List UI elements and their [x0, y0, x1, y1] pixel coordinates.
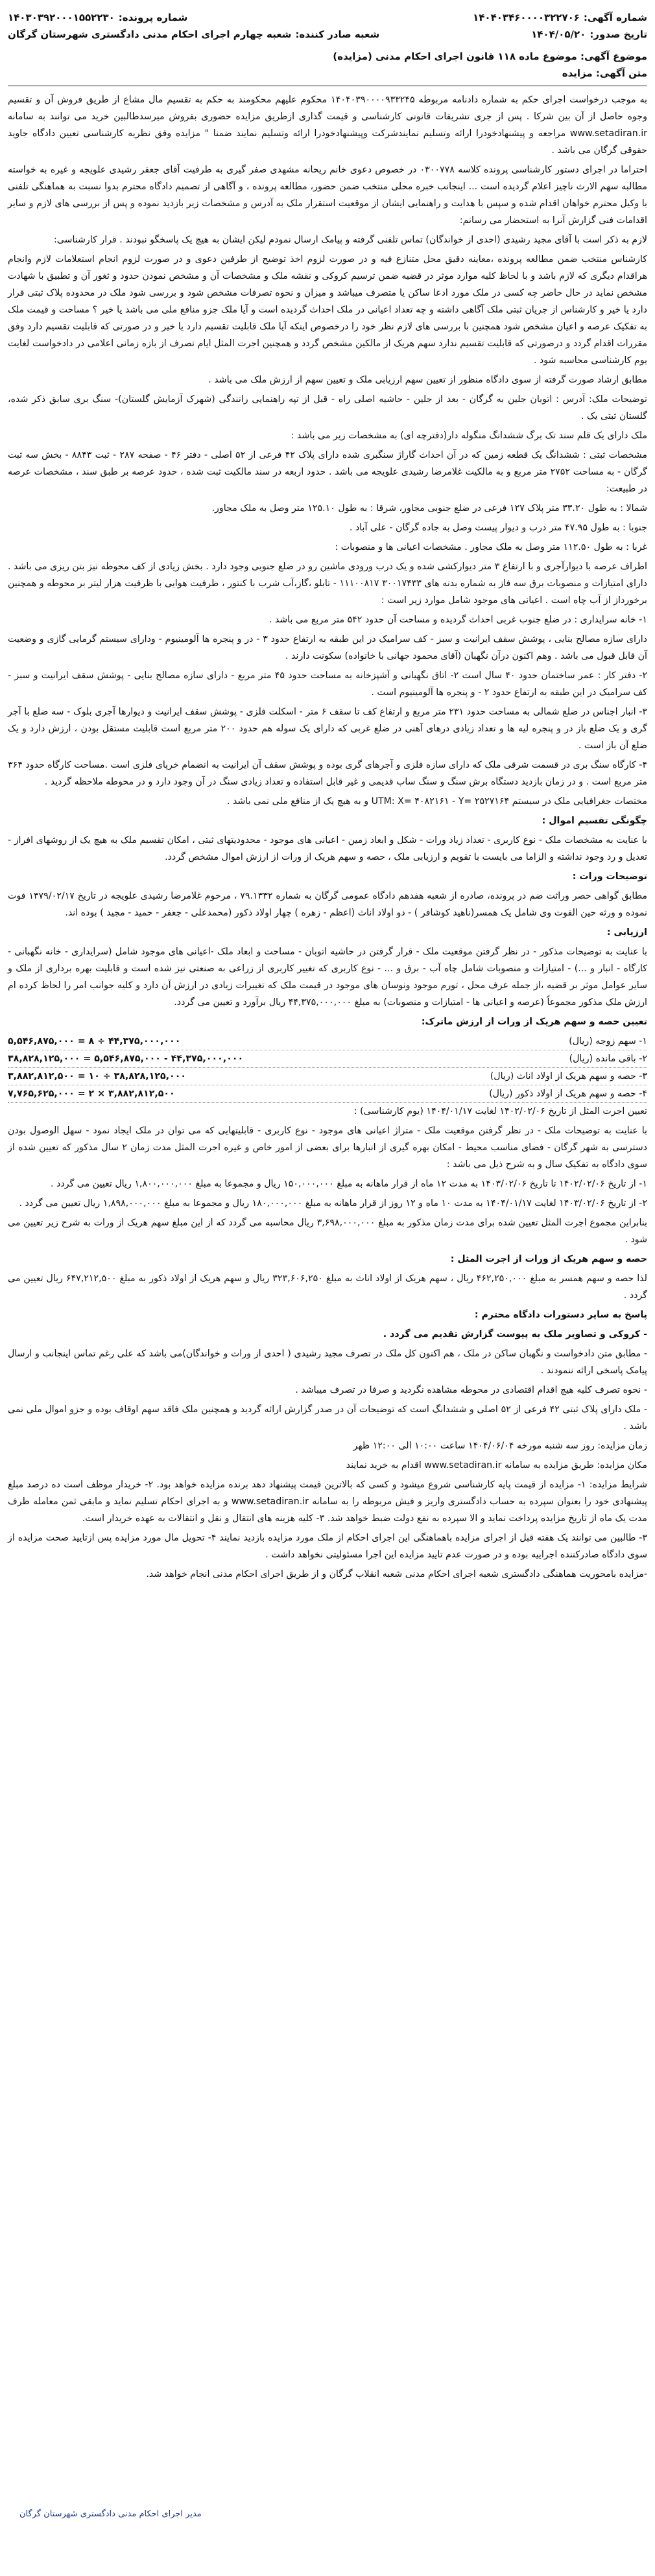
paragraph: پاسخ به سایر دستورات دادگاه محترم : [474, 1310, 647, 1320]
paragraph: ۲- دفتر کار : عمر ساختمان حدود ۴۰ سال است ۲- اتاق نگهبانی و آشپزخانه به مساحت حدود ۴۵ متر مربع - دارای سازه مصالح بنایی - پوشش سقف ایرانیت و سبز - کف سرامیک در این طبقه به ارتفاع حدود ۲ - و پنجره ها آلومینیوم است . [8, 670, 648, 698]
text-label-line [8, 65, 647, 82]
paragraph: چگونگی تقسیم اموال : [542, 816, 647, 826]
share-label: ۱- سهم زوجه (ریال) [569, 1036, 647, 1046]
ad-number: ۱۴۰۴۰۳۴۶۰۰۰۰۳۲۲۷۰۶ [473, 12, 580, 23]
share-row [8, 1050, 647, 1068]
paragraph: با عنایت به توضیحات ملک - در نظر گرفتن موقعیت ملک - متراژ اعیانی های موجود - نوع کاربری - قابلیتهایی که می توان در ملک ایجاد نمود - سهل الوصول بودن دسترسی به شهر گرگان - فضای مناسب محیط - امکان بهره گیری از انبارها برای بعضی از امور خاص و غیره اجرت المثل مدت زمان ۲ سال مذکور که تعیین شده از سوی دادگاه به تفکیک سال و به شرح ذیل می باشد : [8, 1126, 647, 1170]
paragraph: زمان مزایده: روز سه شنبه مورخه ۱۴۰۴/۰۶/۰۴ ساعت ۱۰:۰۰ الی ۱۲:۰۰ ظهر [353, 1441, 647, 1451]
paragraph: - مطابق متن دادخواست و نگهبان ساکن در ملک ، هم اکنون کل ملک در تصرف مجید رشیدی ( احدی از ورات و خواندگان)می باشد که علی رغم تماس اینجانب و ارسال پیامک پاسخی ارائه ننمودند . [8, 1349, 647, 1376]
paragraph: مطابق گواهی حصر وراثت ضم در پرونده، صادره از شعبه هفدهم دادگاه عمومی گرگان به شماره ۷۹.۱۳۳۲ ، مرحوم غلامرضا رشیدی علویجه در تاریخ ۱۳۷۹/۰۲/۱۷ فوت نموده و ورثه حین الفوت وی شامل یک همسر(ناهید کوشافر ) - دو اولاد اناث (اعظم - زهره ) چهار اولاد ذکور (محمدعلی - جعفر - حمید - مجید ) بوده اند. [8, 891, 647, 918]
paragraph: ۳- طالبین می توانند یک هفته قبل از اجرای مزایده باهماهنگی این اجرای احکام از ملک مورد مزایده بازدید نمایند ۴- تحویل مال مورد مزایده پس ازتایید صحت مزایده از سوی دادگاه صادرکننده اجراییه بوده و در صورت عدم تایید مزایده این اجرا مسئولیتی نخواهد داشت . [8, 1533, 647, 1560]
paragraph: ارزیابی : [606, 927, 647, 938]
paragraph: با عنایت به توضیحات مذکور - در نظر گرفتن موقعیت ملک - قرار گرفتن در حاشیه اتوبان - مساحت و ابعاد ملک -اعیانی های موجود شامل (سرایداری - خانه نگهبانی - کارگاه - انبار و ...) - امتیازات و منصوبات شامل چاه آب - برق و ... - نوع کاربری که تغییر کاربری از زراعی به صنعتی نیز شده است و قابلیت بهره برداری از ملک و سایر عوامل موثر بر قضیه ،از جمله عرف محل ، تورم موجود ونوسان های موجود در قیمت ملک که تغییرات زیادی در ارزش آن دارد و کلیه جوانب امر را لحاظ کرده ام ارزش ملک مذکور مجموعاً (عرصه و اعیانی ها - امتیازات و منصوبات) به مبلغ ۴۴,۳۷۵,۰۰۰,۰۰۰ ریال برآورد و تعیین می گردد. [8, 947, 647, 1008]
paragraph: غربا : به طول ۱۱۲.۵۰ متر وصل به ملک مجاور . مشخصات اعیانی ها و منصوبات : [335, 542, 647, 552]
paragraph: مختصات جغرافیایی ملک در سیستم UTM: X= ۴۰۸۲۱۶۱ - Y= ۲۵۲۷۱۶۴ و به هیچ یک از منافع ملی نمی باشد . [226, 796, 647, 807]
share-row [8, 1085, 647, 1103]
paragraph: بنابراین مجموع اجرت المثل تعیین شده برای مدت زمان مذکور به مبلغ ۳,۶۹۸,۰۰۰,۰۰۰ ریال محاسبه می گردد که از این مبلغ سهم هریک از ورات به شرح زیر تعیین می شود . [8, 1218, 647, 1245]
paragraph: -مزایده بامحوریت هماهنگی دادگستری شعبه اجرای احکام مدنی شعبه انقلاب گرگان و از طریق اجرای احکام مدنی انجام خواهد شد. [146, 1569, 647, 1579]
paragraph: تعیین اجرت المثل از تاریخ ۱۴۰۲/۰۲/۰۶ لغایت ۱۴۰۴/۰۱/۱۷ (یوم کارشناسی) : [353, 1106, 647, 1117]
subject-label: موضوع آگهی: [580, 51, 647, 62]
case-number: ۱۴۰۳۰۳۹۲۰۰۰۱۵۵۲۲۳۰ [8, 12, 115, 23]
header-row-2 [8, 26, 647, 43]
paragraph: ۱- خانه سرایداری : در ضلع جنوب غربی احداث گردیده و مساحت آن حدود ۵۴۲ متر مربع می باشد . [268, 615, 647, 625]
paragraph: ۳- انبار اجناس در ضلع شمالی به مساحت حدود ۲۳۱ متر مربع و ارتفاع کف تا سقف ۶ متر - اسکلت فلزی - پوشش سقف ایرانیت و دیوارها آجری بلوک - سه ضلع با آجر گری و یک ضلع باز در و پنجره لیه ها و تعداد زیادی درهای آهنی در ضلع غربی که دارای یک سوله هم حدود ۲۰۰ متر مربع است قابلیت مستقل بودن ، ارزش دارد و یک ضلع آن باز است . [8, 707, 647, 751]
paragraph: مطابق ارشاد صورت گرفته از سوی دادگاه منظور از تعیین سهم ارزیابی ملک و تعیین سهم از ارزش ملک می باشد . [208, 375, 647, 385]
paragraph: تعیین حصه و سهم هریک از ورات از ارزش ماترک: [421, 1017, 647, 1027]
paragraph: احتراما در اجرای دستور کارشناسی پرونده کلاسه ۰۳۰۰۷۷۸ در خصوص دعوی خانم ریحانه مشهدی صفر گیری به طرفیت آقای جعفر رشیدی علویجه و غیره به خواسته مطالبه سهم الارث ناچیز اعلام گردیده است ... اینجانب خبره محلی منتخب ضمن حضور، مطالعه پرونده ، و آگاهی از تصمیم دادگاه محترم بدوا نسبت به هماهنگی تلفنی با وکیل محترم خواهان اقدام شده و سپس با هدایت و راهنمایی ایشان از موقعیت استقرار ملک به آدرس و مشخصات زیر بازدید نموده و پس از بررسی های لازم و سایر اقدامات فنی گزارش آنرا به استحضار می رسانم: [8, 165, 647, 226]
ad-number-label: شماره آگهی: [583, 12, 647, 23]
paragraph: لذا حصه و سهم همسر به مبلغ ۴۶۲,۲۵۰,۰۰۰ ریال ، سهم هریک از اولاد اناث به مبلغ ۳۲۳,۶۰۶,۲۵۰ ریال و سهم هریک از اولاد ذکور به مبلغ ۶۴۷,۲۱۲,۵۰۰ ریال تعیین می گردد . [8, 1273, 647, 1301]
share-row [8, 1068, 647, 1085]
paragraph: توضیحات ملک: آدرس : اتوبان جلین به گرگان - بعد از جلین - حاشیه اصلی راه - قبل از تپه راهنمایی رانندگی (شهرک آزمایش گلستان)- سنگ بری سابق ذکر شده، گلستان ثبتی یک . [8, 394, 647, 421]
branch-name: شعبه چهارم اجرای احکام مدنی دادگستری شهرستان گرگان [8, 29, 292, 40]
paragraph: با عنایت به مشخصات ملک - نوع کاربری - تعداد زیاد ورات - شکل و ابعاد زمین - اعیانی های موجود - محدودیتهای ثبتی ، امکان تقسیم ملک به هیچ یک از روشهای افراز - تعدیل و رد وجود نداشته و الزاما می بایست با تقویم و ارزیابی ملک ، حصه و سهم هریک از ورات از ارزش اموال مشخص گردد. [8, 835, 647, 862]
paragraph: مکان مزایده: طریق مزایده به سامانه www.setadiran.ir اقدام به خرید نمایند [346, 1460, 647, 1471]
share-value: ۳,۸۸۲,۸۱۲,۵۰۰ = ۱۰ ÷ ۳۸,۸۲۸,۱۲۵,۰۰۰ [8, 1071, 187, 1081]
paragraph: شمالا : به طول ۳۳.۲۰ متر پلاک ۱۲۷ فرعی در ضلع جنوبی مجاور، شرقا : به طول ۱۲۵.۱۰ متر وصل به ملک مجاور. [211, 503, 647, 514]
share-row [8, 1033, 647, 1050]
paragraph: ۴- کارگاه سنگ بری در قسمت شرقی ملک که دارای سازه فلزی و آجرهای گری بوده و پوشش سقف آن ایرانیت به انضمام خرپای فلزی است .مساحت کارگاه حدود ۳۶۴ متر مربع است . و در زمان بازدید دستگاه برش سنگ و سنگ ساب قدیمی و غیر قابل استفاده و تعداد زیادی سنگ در آن وجود دارد و در محوطه ملاحظه گردید . [8, 760, 647, 787]
subject-line [8, 48, 647, 65]
issue-date: ۱۴۰۴/۰۵/۲۰ [531, 29, 586, 40]
share-value: ۵,۵۴۶,۸۷۵,۰۰۰ = ۸ ÷ ۴۴,۳۷۵,۰۰۰,۰۰۰ [8, 1036, 181, 1046]
paragraph: به موجب درخواست اجرای حکم به شماره دادنامه مربوطه ۱۴۰۴۰۳۹۰۰۰۰۹۳۳۲۴۵ محکوم علیهم محکومند به حکم به تقسیم مال مشاع از طریق فروش آن و تقسیم وجوه حاصل از آن بین شرکا . پس از جری تشریفات قانونی کارشناسی و قیمت گذاری ازطریق مزایده حضوری بفروش میرسدطالبین خرید می توانند به سامانه www.setadiran.ir مراجعه و پیشنهادخودرا ارائه وتسلیم نمایندشرکت وپیشنهادخودرا ارائه وتسلیم نمایند ضمنا " مزایده وفق نظریه کارشناسی تعیین دادگاه جاوید حقوقی گرگان می باشد . [8, 95, 647, 156]
paragraph: اطراف عرصه با دیوارآجری و با ارتفاع ۳ متر دیوارکشی شده و یک درب ورودی ماشین رو در ضلع جنوبی وجود دارد . بخش زیادی از کف محوطه نیز بتن ریزی می باشد . دارای امتیازات و منصوبات برق سه فاز به شماره بدنه های ۳۰۰۱۷۴۳۳ ۱۱۱۰۰۸۱۷ - تابلو ،گاز،آب شرب با کنتور ، ظرفیت هوایی با ظرفیت هزار لیتر بر محوطه و همچنین برخورداز از آب چاه است . اعیانی های موجود شامل موارد زیر است : [8, 561, 648, 606]
shares-table [8, 1033, 647, 1103]
paragraph: ۲- از تاریخ ۱۴۰۳/۰۲/۰۶ لغایت ۱۴۰۴/۰۱/۱۷ به مدت ۱۰ ماه و ۱۲ روز از قرار ماهانه به مبلغ ۱۸۰,۰۰۰,۰۰۰ ریال و مجموعا به مبلغ ۱,۸۹۸,۰۰۰,۰۰۰ ریال تعیین می گردد . [19, 1198, 647, 1209]
paragraph: - ملک دارای پلاک ثبتی ۴۲ فرعی از ۵۲ اصلی و ششدانگ است که توضیحات آن در صدر گزارش ارائه گردید و همچنین ملک فاقد سهم اوقاف بوده و جزو اموال ملی نمی باشد . [8, 1404, 647, 1432]
paragraph: ۱- از تاریخ ۱۴۰۲/۰۲/۰۶ تا تاریخ ۱۴۰۳/۰۲/۰۶ به مدت ۱۲ ماه از قرار ماهانه به مبلغ ۱۵۰,۰۰۰,۰۰۰ ریال و مجموعا به مبلغ ۱,۸۰۰,۰۰۰,۰۰۰ ریال تعیین می گردد . [51, 1179, 647, 1189]
paragraph: حصه و سهم هریک از ورات از اجرت المثل : [450, 1254, 647, 1264]
text-label: متن آگهی: [595, 67, 647, 79]
text-title: مزایده [562, 67, 593, 79]
paragraph: - کروکی و تصاویر ملک به پیوست گزارش تقدیم می گردد . [383, 1329, 647, 1340]
header-row-1 [8, 9, 647, 26]
paragraph: - نحوه تصرف کلیه هیچ اقدام اقتصادی در محوطه مشاهده نگردید و صرفا در تصرف میباشد . [295, 1385, 647, 1395]
share-value: ۷,۷۶۵,۶۲۵,۰۰۰ = ۲ × ۳,۸۸۲,۸۱۲,۵۰۰ [8, 1089, 175, 1099]
footer-signature: مدیر اجرای احکام مدنی دادگستری شهرستان گرگان [19, 2509, 202, 2519]
paragraph: توضیحات ورات : [572, 871, 647, 882]
share-value: ۳۸,۸۲۸,۱۲۵,۰۰۰ = ۵,۵۴۶,۸۷۵,۰۰۰ - ۴۴,۳۷۵,۰۰۰,۰۰۰ [8, 1054, 244, 1064]
paragraph: شرایط مزایده: ۱- مزایده از قیمت پایه کارشناسی شروع میشود و کسی که بالاترین قیمت پیشنهاد دهد برنده مزایده خواهد بود. ۲- خریدار موظف است ده درصد مبلغ پیشنهادی خود را بعنوان سپرده به حساب دادگستری واریز و فیش مربوطه را به سامانه www.setadiran.ir و به اجرای احکام تسلیم نماید و مابقی ثمن معامله ظرف مدت یک ماه از تاریخ مزایده پرداخت نماید و الا سپرده به نفع دولت ضبط خواهد شد. ۳- کلیه هزینه های انتقال و نقل و انتقالات به عهده خریدار است. [8, 1480, 647, 1524]
issue-date-label: تاریخ صدور: [590, 29, 647, 40]
branch-label: شعبه صادر کننده: [295, 29, 380, 40]
subject-text: موضوع ماده ۱۱۸ قانون اجرای احکام مدنی (مزایده) [333, 51, 577, 62]
share-label: ۴- حصه و سهم هریک از اولاد ذکور (ریال) [489, 1089, 647, 1099]
announcement-body [8, 91, 647, 1030]
paragraph: مشخصات ثبتی : ششدانگ یک قطعه زمین که در آن احداث گاراژ سنگبری شده دارای پلاک ۴۲ فرعی از ۵۲ اصلی - دفتر ۴۶ - صفحه ۲۸۷ - ثبت ۸۸۴۳ - بخش سه ثبت گرگان - به مساحت ۲۷۵۲ متر مربع و به مالکیت غلامرضا رشیدی علویجه می باشد . حدود اربعه در سند مالکیت ثبت شده ، حدود عرصه بر طبق سند ، مشخصات عرصه در طبیعت: [8, 450, 648, 494]
paragraph: ملک دارای یک قلم سند تک برگ ششدانگ منگوله دار(دفترچه ای) به مشخصات زیر می باشد : [291, 431, 647, 441]
paragraph: دارای سازه مصالح بنایی ، پوشش سقف ایرانیت و سبز - کف سرامیک در این طبقه به ارتفاع حدود ۳ - در و پنجره ها آلومینیوم - ودارای سیستم گرمایی گازی و وضعیت آن قابل قبول می باشد . وهم اکنون درآن نگهبان (آقای محمود جهانی با خانواده) سکونت دارند . [8, 634, 647, 661]
paragraph: جنوبا : به طول ۴۷.۹۵ متر درب و دیوار پیست وصل به جاده گرگان - علی آباد . [349, 523, 647, 533]
share-label: ۲- باقی مانده (ریال) [569, 1054, 647, 1064]
paragraph: لازم به ذکر است با آقای مجید رشیدی (احدی از خواندگان) تماس تلفنی گرفته و پیامک ارسال نمودم لیکن ایشان به هیچ یک پاسخگو نبودند . قرار کارشناسی: [53, 235, 647, 245]
paragraph: کارشناس منتخب ضمن مطالعه پرونده ،معاینه دقیق محل متنازع فیه و در صورت لزوم اخذ توضیح از طرفین دعوی و در صورت لزوم انجام استعلامات لازم وانجام هراقدام دیگری که لازم باشد و با لحاظ کلیه موارد موثر در قضیه ضمن ترسیم کروکی و نقشه ملک و مشخصات آن و مشخص نمودن حدود و ثغور آن و تطبیق با شهادت مشخص نماید در حال حاضر چه کسی در ملک مورد ادعا ساکن یا متصرف میباشد و میزان و نحوه تصرفات مشخص شود و بررسی شود ملک در محدوده پلاک ثبتی قرار دارد یا خیر و کارشناس از جریان ثبتی ملک آگاهی داشته و چه تعداد اعیانی در ملک احداث گردیده است و آیا ملک جزو منافع ملی می باشد یا خیر ؟ مساحت و قیمت ملک به تفکیک عرصه و اعیان مشخص شود همچنین با بررسی های لازم نظر خود را درخصوص اینکه آیا ملک قابلیت تقسیم دارد یا خیر و در صورتی که قابلیت تقسیم دارد وفق مقررات اقدام گردد و درصورتی که قابلیت تقسیم ندارد سهم هریک از مالکین مشخص گردد و همچنین اجرت المثل ایام تصرف از بازه زمانی اعلامی در دادخواست لغایت یوم کارشناسی محاسبه شود . [8, 254, 647, 366]
share-label: ۳- حصه و سهم هریک از اولاد اناث (ریال) [490, 1071, 647, 1081]
announcement-body-continued [8, 1103, 647, 1583]
case-number-label: شماره پرونده: [118, 12, 188, 23]
